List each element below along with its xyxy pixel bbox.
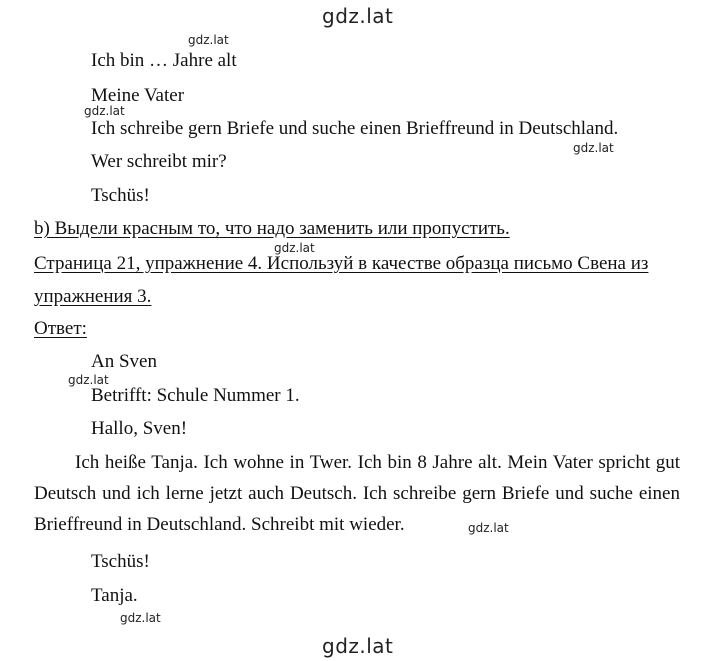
watermark: gdz.lat xyxy=(274,241,315,255)
exercise-heading-line2: упражнения 3. xyxy=(34,286,152,307)
letter2-signature: Tanja. xyxy=(91,585,138,606)
letter1-father-line: Meine Vater xyxy=(91,85,185,106)
letter2-greeting: Hallo, Sven! xyxy=(91,418,188,439)
watermark: gdz.lat xyxy=(573,141,614,155)
letter1-bye-line: Tschüs! xyxy=(91,185,150,206)
letter1-question-line: Wer schreibt mir? xyxy=(91,151,227,172)
task-b-instruction: b) Выдели красным то, что надо заменить или пропустить. xyxy=(34,218,510,239)
letter2-body-text: Ich heiße Tanja. Ich wohne in Twer. Ich bin 8 Jahre alt. Mein Vater spricht gut Deutsch und ich lerne jetzt auch Deutsch. Ich schreibe gern Briefe und suche einen Brieffreund in Deutschland. Schreibt mit wieder. xyxy=(34,452,680,535)
watermark: gdz.lat xyxy=(188,33,229,47)
watermark-bottom: gdz.lat xyxy=(322,634,394,658)
watermark: gdz.lat xyxy=(84,104,125,118)
exercise-heading-line1: Страница 21, упражнение 4. Используй в качестве образца письмо Свена из xyxy=(34,253,649,274)
letter2-subject: Betrifft: Schule Nummer 1. xyxy=(91,385,300,406)
answer-label: Ответ: xyxy=(34,318,87,339)
letter2-to: An Sven xyxy=(91,351,157,372)
letter1-age-line: Ich bin … Jahre alt xyxy=(91,50,237,71)
letter1-hobby-line: Ich schreibe gern Briefe und suche einen Brieffreund in Deutschland. xyxy=(91,118,619,139)
watermark: gdz.lat xyxy=(468,521,509,535)
watermark: gdz.lat xyxy=(68,373,109,387)
letter2-body xyxy=(34,447,680,540)
watermark-top: gdz.lat xyxy=(322,4,394,28)
letter2-bye: Tschüs! xyxy=(91,551,150,572)
watermark: gdz.lat xyxy=(120,611,161,625)
